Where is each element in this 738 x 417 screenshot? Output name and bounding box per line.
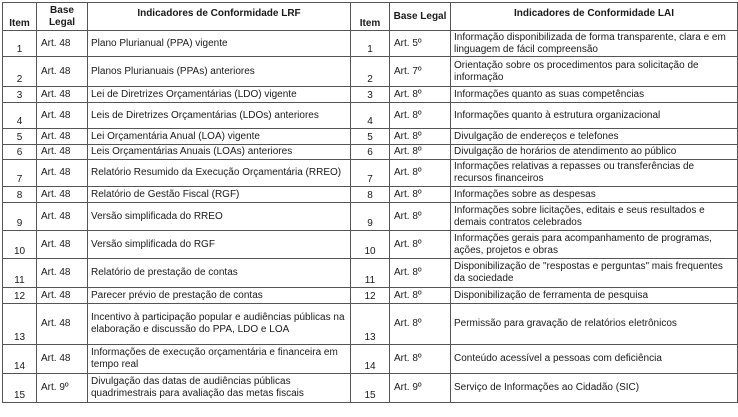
lai-indicator: Divulgação de horários de atendimento ao público xyxy=(451,145,738,160)
table-row xyxy=(3,187,738,203)
lai-indicator: Disponibilização de "respostas e perguntas" mais frequentes da sociedade xyxy=(451,259,738,288)
lai-item-number: 14 xyxy=(351,345,390,374)
lrf-base-legal: Art. 48 xyxy=(37,57,88,87)
lai-indicator: Conteúdo acessível a pessoas com deficiência xyxy=(451,345,738,374)
lai-item-number: 3 xyxy=(351,87,390,103)
lai-base-legal: Art. 8º xyxy=(390,129,451,145)
lrf-item-number: 4 xyxy=(3,103,37,129)
lrf-item-number: 5 xyxy=(3,129,37,145)
lrf-base-legal: Art. 48 xyxy=(37,87,88,103)
lrf-indicator: Relatório de prestação de contas xyxy=(88,259,351,288)
lrf-item-number: 11 xyxy=(3,259,37,288)
lrf-base-legal: Art. 48 xyxy=(37,304,88,345)
lrf-item-number: 2 xyxy=(3,57,37,87)
lrf-indicator: Versão simplificada do RREO xyxy=(88,203,351,231)
lrf-item-number: 8 xyxy=(3,187,37,203)
lrf-item-number: 9 xyxy=(3,203,37,231)
table-row xyxy=(3,231,738,259)
table-row xyxy=(3,160,738,187)
lai-indicator: Informações sobre as despesas xyxy=(451,187,738,203)
lrf-indicator: Lei Orçamentária Anual (LOA) vigente xyxy=(88,129,351,145)
lrf-indicator: Versão simplificada do RGF xyxy=(88,231,351,259)
table-row xyxy=(3,87,738,103)
header-base-legal-lai: Base Legal xyxy=(390,3,451,31)
lai-indicator: Informações sobre licitações, editais e seus resultados e demais contratos celebrados xyxy=(451,203,738,231)
lai-indicator: Disponibilização de ferramenta de pesquisa xyxy=(451,288,738,304)
lrf-base-legal: Art. 48 xyxy=(37,203,88,231)
lai-indicator: Orientação sobre os procedimentos para solicitação de informação xyxy=(451,57,738,87)
lai-item-number: 8 xyxy=(351,187,390,203)
lai-base-legal: Art. 8º xyxy=(390,87,451,103)
lrf-indicator: Leis Orçamentárias Anuais (LOAs) anteriores xyxy=(88,145,351,160)
lrf-item-number: 12 xyxy=(3,288,37,304)
table-row xyxy=(3,259,738,288)
lrf-indicator: Lei de Diretrizes Orçamentárias (LDO) vigente xyxy=(88,87,351,103)
lrf-indicator: Plano Plurianual (PPA) vigente xyxy=(88,31,351,57)
lrf-base-legal: Art. 48 xyxy=(37,103,88,129)
lai-base-legal: Art. 8º xyxy=(390,187,451,203)
lai-item-number: 11 xyxy=(351,259,390,288)
lrf-base-legal: Art. 48 xyxy=(37,231,88,259)
lrf-indicator: Parecer prévio de prestação de contas xyxy=(88,288,351,304)
lrf-base-legal: Art. 48 xyxy=(37,288,88,304)
table-row xyxy=(3,288,738,304)
lrf-base-legal: Art. 48 xyxy=(37,160,88,187)
lrf-item-number: 15 xyxy=(3,374,37,403)
header-indicadores-lai: Indicadores de Conformidade LAI xyxy=(451,3,738,31)
lrf-indicator: Informações de execução orçamentária e financeira em tempo real xyxy=(88,345,351,374)
lrf-base-legal: Art. 48 xyxy=(37,145,88,160)
lai-base-legal: Art. 5º xyxy=(390,31,451,57)
lrf-indicator: Leis de Diretrizes Orçamentárias (LDOs) anteriores xyxy=(88,103,351,129)
lrf-base-legal: Art. 48 xyxy=(37,259,88,288)
table-row xyxy=(3,103,738,129)
table-row xyxy=(3,145,738,160)
lai-indicator: Informações gerais para acompanhamento de programas, ações, projetos e obras xyxy=(451,231,738,259)
lai-base-legal: Art. 8º xyxy=(390,345,451,374)
table-row xyxy=(3,31,738,57)
lrf-indicator: Planos Plurianuais (PPAs) anteriores xyxy=(88,57,351,87)
header-base-legal-lrf: Base Legal xyxy=(37,3,88,31)
lai-base-legal: Art. 8º xyxy=(390,231,451,259)
lai-item-number: 1 xyxy=(351,31,390,57)
lrf-item-number: 3 xyxy=(3,87,37,103)
lrf-item-number: 1 xyxy=(3,31,37,57)
lai-item-number: 12 xyxy=(351,288,390,304)
lai-item-number: 13 xyxy=(351,304,390,345)
lrf-item-number: 10 xyxy=(3,231,37,259)
lai-indicator: Informações relativas a repasses ou transferências de recursos financeiros xyxy=(451,160,738,187)
lai-indicator: Informações quanto as suas competências xyxy=(451,87,738,103)
lai-base-legal: Art. 8º xyxy=(390,203,451,231)
table-row xyxy=(3,57,738,87)
lai-item-number: 15 xyxy=(351,374,390,403)
lai-base-legal: Art. 8º xyxy=(390,103,451,129)
lrf-base-legal: Art. 48 xyxy=(37,345,88,374)
lai-indicator: Informação disponibilizada de forma transparente, clara e em linguagem de fácil compreensão xyxy=(451,31,738,57)
lai-base-legal: Art. 7º xyxy=(390,57,451,87)
lai-base-legal: Art. 9º xyxy=(390,374,451,403)
lai-base-legal: Art. 8º xyxy=(390,304,451,345)
lai-base-legal: Art. 8º xyxy=(390,145,451,160)
table-row xyxy=(3,304,738,345)
header-item-lrf: Item xyxy=(3,3,37,31)
lrf-item-number: 7 xyxy=(3,160,37,187)
lrf-item-number: 6 xyxy=(3,145,37,160)
lai-item-number: 10 xyxy=(351,231,390,259)
lai-base-legal: Art. 8º xyxy=(390,160,451,187)
lai-base-legal: Art. 8º xyxy=(390,259,451,288)
table-row xyxy=(3,374,738,403)
lai-item-number: 6 xyxy=(351,145,390,160)
lai-indicator: Permissão para gravação de relatórios eletrônicos xyxy=(451,304,738,345)
lai-item-number: 9 xyxy=(351,203,390,231)
lrf-indicator: Incentivo à participação popular e audiências públicas na elaboração e discussão do PPA, LDO e LOA xyxy=(88,304,351,345)
lrf-indicator: Divulgação das datas de audiências públicas quadrimestrais para avaliação das metas fiscais xyxy=(88,374,351,403)
lai-indicator: Serviço de Informações ao Cidadão (SIC) xyxy=(451,374,738,403)
lai-item-number: 7 xyxy=(351,160,390,187)
lai-indicator: Informações quanto à estrutura organizacional xyxy=(451,103,738,129)
header-item-lai: Item xyxy=(351,3,390,31)
table-row xyxy=(3,129,738,145)
lrf-indicator: Relatório Resumido da Execução Orçamentária (RREO) xyxy=(88,160,351,187)
lai-item-number: 4 xyxy=(351,103,390,129)
table-row xyxy=(3,345,738,374)
lai-base-legal: Art. 8º xyxy=(390,288,451,304)
conformity-table xyxy=(2,2,738,403)
header-row xyxy=(3,3,738,31)
table-row xyxy=(3,203,738,231)
lrf-item-number: 14 xyxy=(3,345,37,374)
lai-item-number: 5 xyxy=(351,129,390,145)
lrf-base-legal: Art. 48 xyxy=(37,129,88,145)
lai-item-number: 2 xyxy=(351,57,390,87)
lrf-indicator: Relatório de Gestão Fiscal (RGF) xyxy=(88,187,351,203)
lrf-item-number: 13 xyxy=(3,304,37,345)
lrf-base-legal: Art. 9º xyxy=(37,374,88,403)
lrf-base-legal: Art. 48 xyxy=(37,31,88,57)
lai-indicator: Divulgação de endereços e telefones xyxy=(451,129,738,145)
lrf-base-legal: Art. 48 xyxy=(37,187,88,203)
header-indicadores-lrf: Indicadores de Conformidade LRF xyxy=(88,3,351,31)
